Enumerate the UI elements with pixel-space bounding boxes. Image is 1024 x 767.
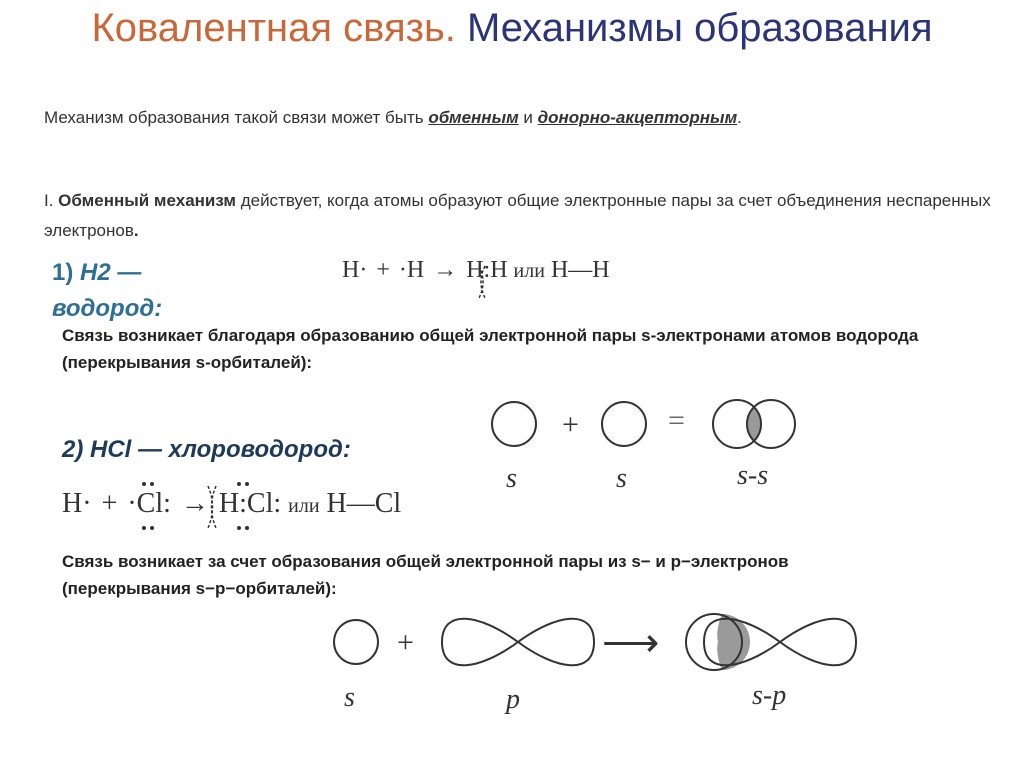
sp-plus: + [397,626,414,659]
hcl-eq-plus: + [101,488,118,519]
ss-label-b: s [616,463,627,494]
sp-arrow: ⟶ [602,620,660,665]
sp-label-a: s [344,682,355,713]
exchange-rest: действует, когда атомы образуют общие электронные пары за счет объединения неспаренных электронов [44,191,991,240]
h2-eq-or: или [513,260,545,282]
p-orbital [442,619,594,666]
title-part-1: Ковалентная связь. [91,6,456,50]
h2-name: водород: [52,295,163,322]
s-orbital-1 [492,402,536,446]
h2-description: Связь возникает благодаря образованию общей электронной пары s-электронами атомов водорода (перекрывания s-орбиталей): [62,326,919,372]
h2-formula: H2 — [80,259,142,286]
ss-equals: = [668,404,685,437]
exchange-bold: Обменный механизм [58,191,236,210]
term-donor-acceptor: донорно-акцепторным [537,108,738,127]
exchange-prefix: I. [44,191,59,210]
exchange-end: . [133,221,139,240]
h2-eq-arrow: → [433,257,458,283]
hcl-eq-bond: H—Cl [326,488,402,519]
sp-label-result: s-p [752,680,787,711]
hcl-eq-cl: ·Cl: [127,488,171,519]
ss-label-result: s-s [737,460,769,491]
h2-eq-h1: H· [342,257,368,283]
s-orbital-2 [602,402,646,446]
h2-eq-h2: ·H [398,257,425,283]
sp-s-orbital [334,620,378,664]
h2-eq-plus: + [376,257,390,283]
hcl-eq-pair: H:Cl: [218,488,282,519]
h2-eq-bond: H—H [550,257,610,283]
title-part-2: Механизмы образования [467,6,933,50]
ss-label-a: s [506,463,517,494]
ss-plus: + [562,408,579,441]
hcl-description: Связь возникает за счет образования общей электронной пары из s− и p−электронов (перекрывания s−p−орбиталей): [62,552,789,598]
hcl-heading: 2) HCl — хлороводород: [62,436,351,463]
term-exchange: обменным [428,108,519,127]
intro-text-3: . [737,108,742,127]
h2-number: 1) [52,259,81,286]
sp-label-b: p [506,684,520,715]
intro-text-1: Механизм образования такой связи может быть [44,108,429,127]
hcl-eq-h: H· [62,488,92,519]
hcl-eq-or: или [288,495,320,517]
hcl-eq-arrow: → [180,488,209,519]
intro-text-2: и [518,108,538,127]
h2-eq-pair: H:H [466,257,508,283]
